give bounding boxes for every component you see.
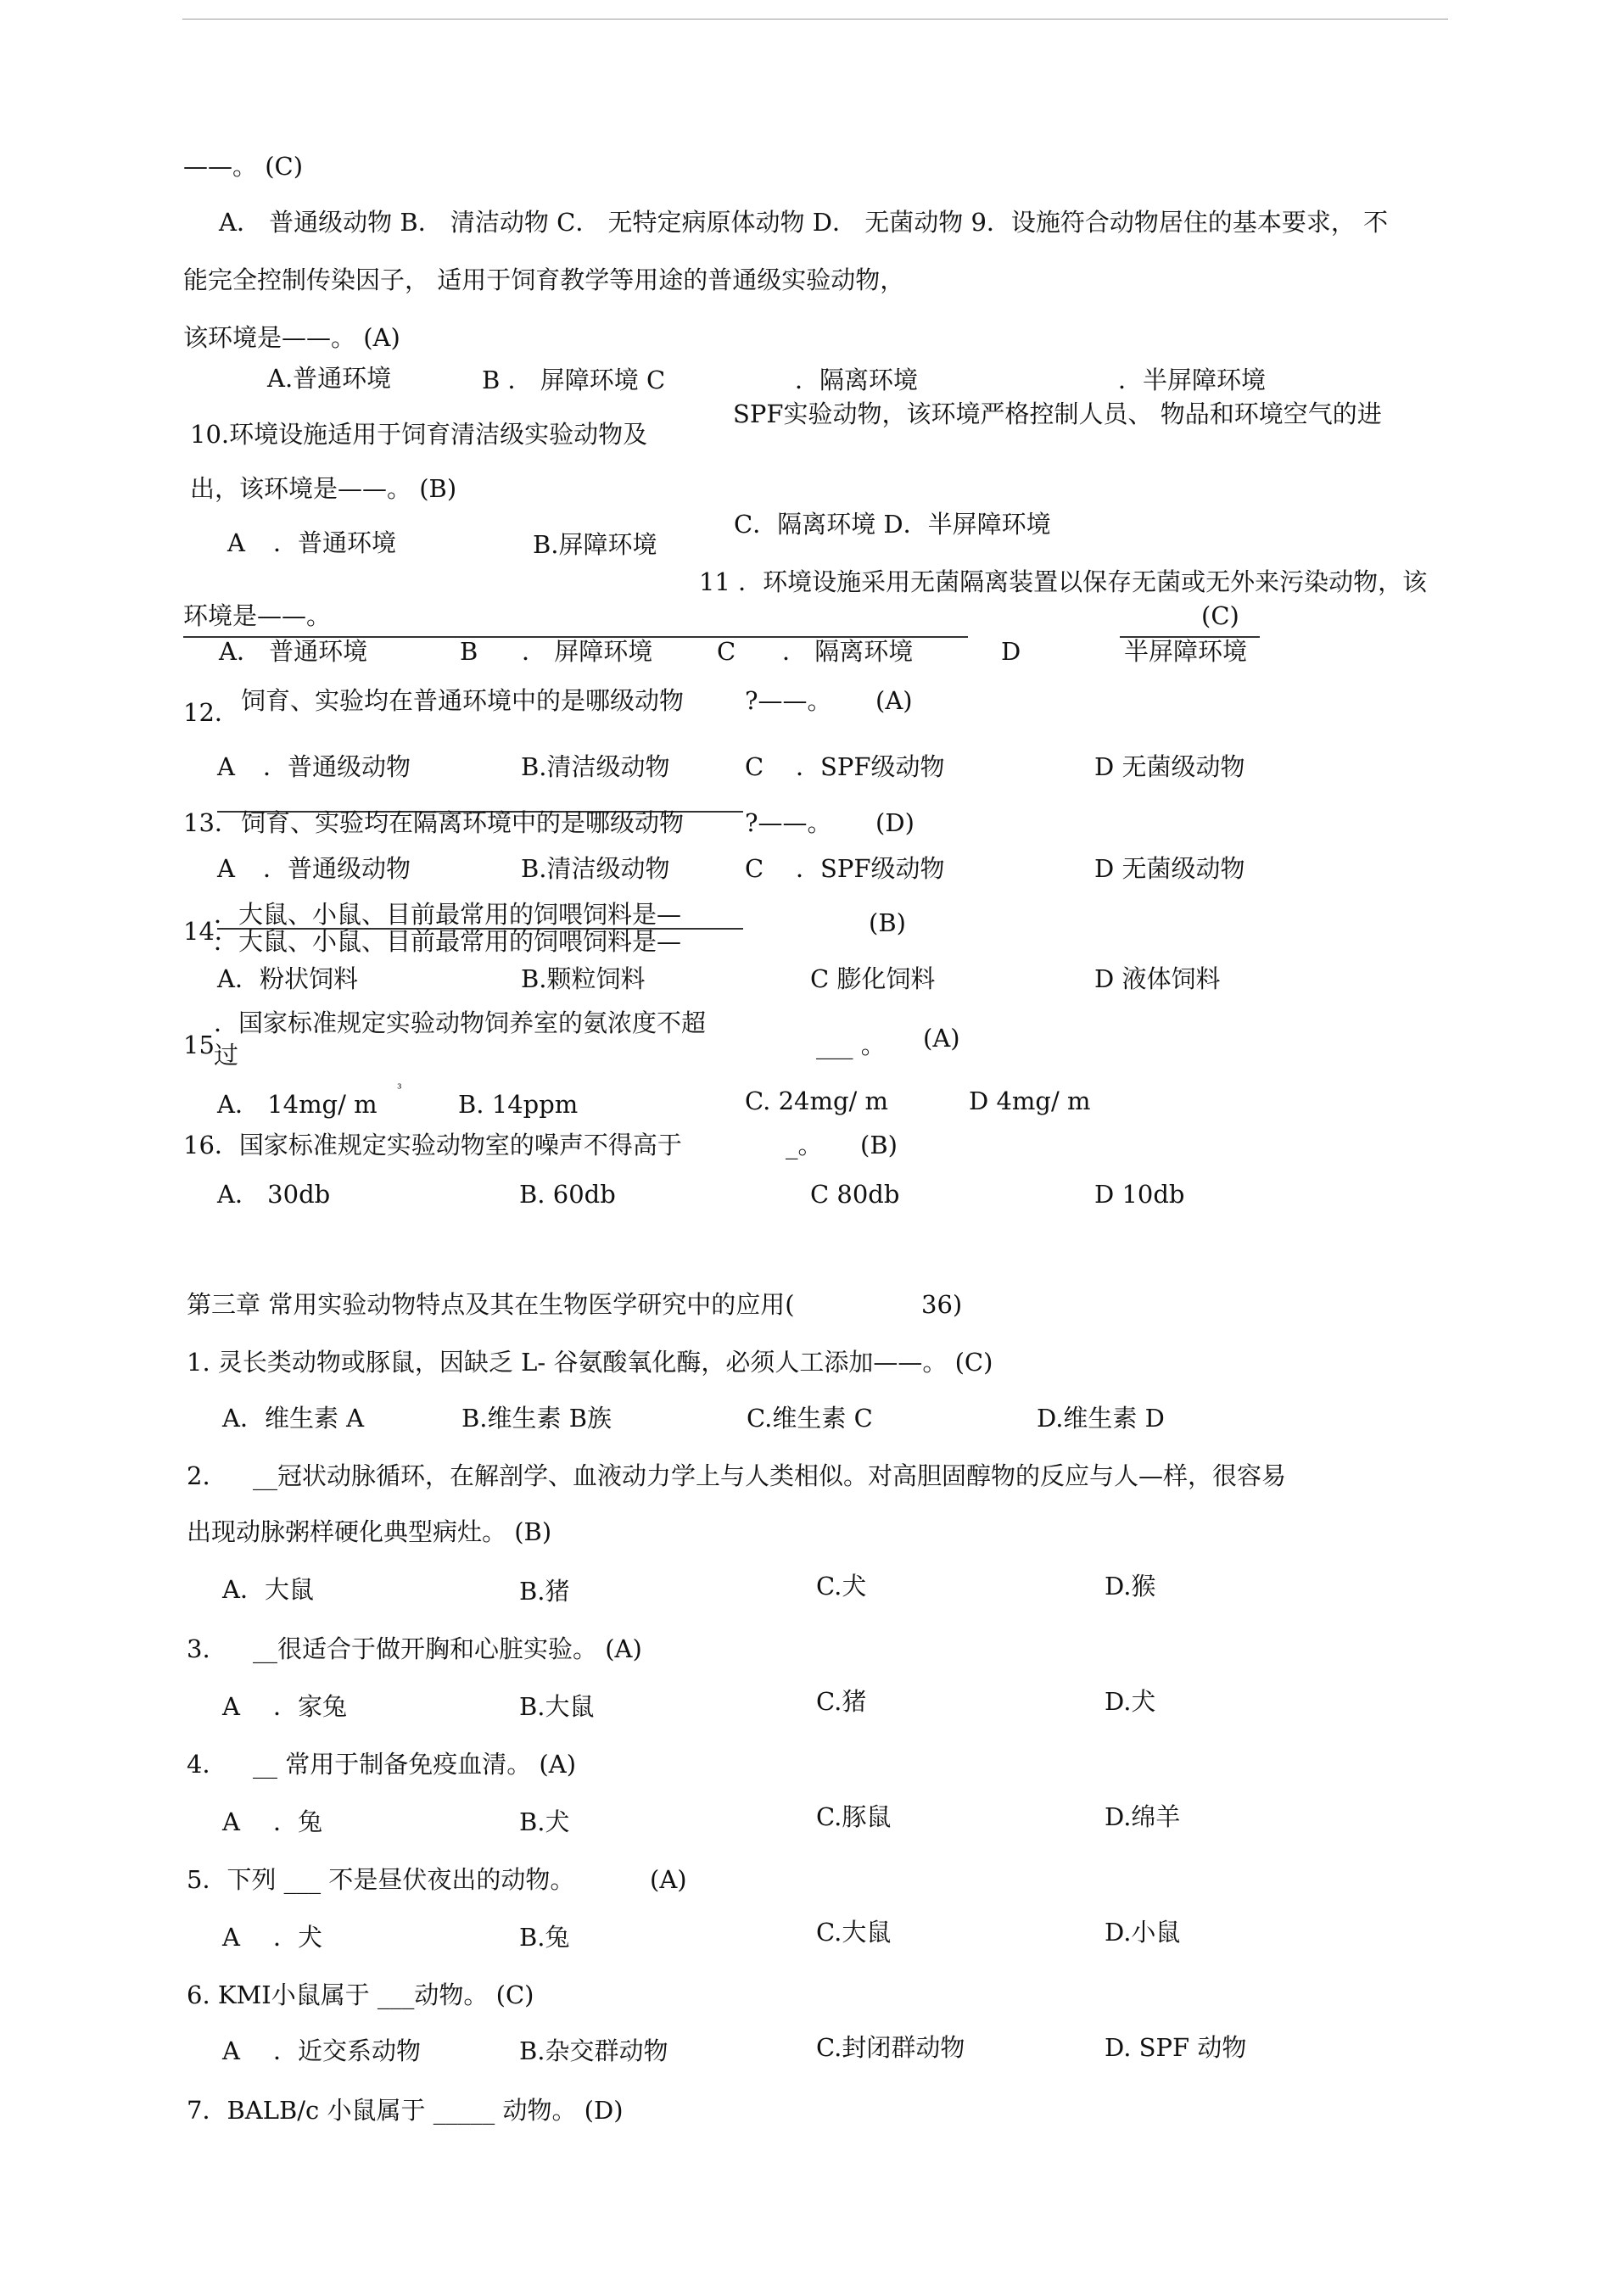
q11-option-d-text: 半屏障环境	[1124, 637, 1248, 666]
q9-option-c: ．隔离环境	[795, 366, 919, 394]
q11-option-b-letter: B	[460, 637, 478, 666]
q10-option-a-letter: A	[227, 528, 245, 557]
c3-q3-option-d: D.犬	[1105, 1687, 1156, 1716]
c3-q3-option-c: C.猪	[816, 1687, 867, 1716]
c3-q6-option-d: D. SPF 动物	[1105, 2033, 1247, 2062]
c3-q6-option-a-text: ．近交系动物	[273, 2036, 422, 2065]
q11-option-d-letter: D	[1001, 637, 1021, 666]
q11-option-a: A． 普通环境	[219, 637, 368, 666]
q14-number: 14．	[183, 917, 239, 946]
q15-option-c: C. 24mg/ m	[745, 1087, 889, 1115]
q11-option-b-text: ． 屏障环境	[522, 637, 653, 666]
q11-option-c-letter: C	[717, 637, 736, 666]
q10-part1: 10.环境设施适用于饲育清洁级实验动物及	[190, 420, 648, 449]
q16-blank: _。	[786, 1131, 823, 1159]
c3-q7-text: 7．BALB/c 小鼠属于 _____ 动物。 (D)	[187, 2096, 624, 2125]
q11-answer: (C)	[1201, 601, 1239, 630]
q15-text-2: 过	[214, 1041, 239, 1070]
q12-text: 饲育、实验均在普通环境中的是哪级动物	[241, 686, 685, 715]
q14-option-c: C 膨化饲料	[810, 964, 936, 993]
q12-option-a-text: ．普通级动物	[263, 752, 411, 781]
c3-q5-option-a-text: ．犬	[273, 1923, 323, 1952]
q12-option-c-text: ．SPF级动物	[796, 752, 945, 781]
c3-q6-option-b: B.杂交群动物	[519, 2036, 668, 2065]
chapter-question-count: 36)	[921, 1290, 963, 1319]
q16-text: 16．国家标准规定实验动物室的噪声不得高于	[183, 1131, 682, 1159]
q10-option-b: B.屏障环境	[533, 530, 657, 559]
c3-q4-text: __ 常用于制备免疫血清。 (A)	[253, 1750, 577, 1779]
c3-q2-option-c: C.犬	[816, 1572, 867, 1600]
q13-blank: ?——。	[745, 808, 832, 837]
q15-option-a-superscript: ³	[397, 1082, 402, 1096]
q12-option-c-letter: C	[745, 752, 764, 781]
c3-q3-option-a-letter: A	[222, 1692, 240, 1721]
q10-line2: 出，该环境是——。 (B)	[190, 474, 457, 503]
c3-q5-answer: (A)	[650, 1865, 687, 1894]
q13-option-d: D 无菌级动物	[1094, 854, 1245, 883]
q15-option-d: D 4mg/ m	[969, 1087, 1091, 1115]
q10-option-a-text: ．普通环境	[273, 528, 397, 557]
header-rule	[182, 19, 1448, 20]
q15-option-a: A． 14mg/ m	[217, 1090, 378, 1119]
c3-q5-option-c: C.大鼠	[816, 1918, 892, 1947]
c3-q5-option-d: D.小鼠	[1105, 1918, 1181, 1947]
c3-q2-option-d: D.猴	[1105, 1572, 1156, 1600]
q13-text: 饲育、实验均在隔离环境中的是哪级动物	[241, 808, 685, 837]
c3-q5-text: 5．下列 ___ 不是昼伏夜出的动物。	[187, 1865, 575, 1894]
c3-q6-option-c: C.封闭群动物	[816, 2033, 965, 2062]
c3-q2-text: __冠状动脉循环，在解剖学、血液动力学上与人类相似。对高胆固醇物的反应与人—样，很容易	[253, 1461, 1287, 1490]
q14-option-b: B.颗粒饲料	[521, 964, 646, 993]
q15-blank: ___ 。	[816, 1031, 886, 1059]
q12-blank: ?——。	[745, 686, 832, 715]
c3-q5-option-b: B.兔	[519, 1923, 570, 1952]
q9-line2: 能完全控制传染因子， 适用于饲育教学等用途的普通级实验动物，	[183, 265, 905, 294]
c3-q3-text: __很适合于做开胸和心脏实验。 (A)	[253, 1634, 642, 1663]
c3-q6-text: 6. KMI小鼠属于 ___动物。 (C)	[187, 1980, 534, 2009]
c3-q1-option-c: C.维生素 C	[747, 1404, 873, 1433]
q13-option-b: B.清洁级动物	[521, 854, 670, 883]
q9-line3: 该环境是——。 (A)	[183, 323, 400, 352]
q9-option-b: B ． 屏障环境 C	[482, 366, 666, 394]
q10-part2: SPF实验动物，该环境严格控制人员、 物品和环境空气的进	[733, 399, 1382, 428]
c3-q1-option-b: B.维生素 B族	[461, 1404, 612, 1433]
c3-q2-line2: 出现动脉粥样硬化典型病灶。 (B)	[187, 1517, 552, 1546]
c3-q4-option-a-letter: A	[222, 1807, 240, 1836]
q11-line1: 11 ．环境设施采用无菌隔离装置以保存无菌或无外来污染动物，该	[699, 567, 1428, 596]
q15-number: 15	[183, 1031, 215, 1059]
c3-q3-option-a-text: ．家兔	[273, 1692, 348, 1721]
q12-option-a-letter: A	[217, 752, 235, 781]
q13-answer: (D)	[875, 808, 914, 837]
q14-option-a: A．粉状饲料	[217, 964, 358, 993]
q8-tail: ——。 (C)	[183, 152, 304, 181]
q8-options-q9-start: A． 普通级动物 B． 清洁动物 C． 无特定病原体动物 D． 无菌动物 9．设施符合动物居住的基本要求， 不	[219, 208, 1389, 237]
q14-text-1: ．大鼠、小鼠、目前最常用的饲喂饲料是—	[214, 900, 682, 929]
c3-q6-option-a-letter: A	[222, 2036, 240, 2065]
c3-q2-number: 2.	[187, 1461, 210, 1490]
q14-option-d: D 液体饲料	[1094, 964, 1221, 993]
q12-option-b: B.清洁级动物	[521, 752, 670, 781]
c3-q3-option-b: B.大鼠	[519, 1692, 595, 1721]
c3-q4-option-b: B.犬	[519, 1807, 570, 1836]
q9-option-a: A.普通环境	[267, 364, 392, 393]
c3-q1-option-d: D.维生素 D	[1037, 1404, 1165, 1433]
q13-number: 13．	[183, 808, 239, 837]
c3-q4-option-d: D.绵羊	[1105, 1802, 1181, 1831]
q15-answer: (A)	[923, 1024, 960, 1053]
q14-answer: (B)	[869, 908, 906, 937]
q15-text-1: ．国家标准规定实验动物饲养室的氨浓度不超	[214, 1008, 707, 1037]
c3-q1-text: 1. 灵长类动物或豚鼠，因缺乏 L- 谷氨酸氧化酶，必须人工添加——。 (C)	[187, 1348, 993, 1377]
q16-option-d: D 10db	[1094, 1180, 1185, 1209]
chapter-heading: 第三章 常用实验动物特点及其在生物医学研究中的应用(	[187, 1290, 795, 1319]
c3-q4-number: 4．	[187, 1750, 227, 1779]
q11-option-c-text: ． 隔离环境	[782, 637, 914, 666]
q16-answer: (B)	[860, 1131, 898, 1159]
q16-option-a: A． 30db	[217, 1180, 331, 1209]
q9-option-d: ．半屏障环境	[1118, 366, 1267, 394]
c3-q2-option-a: A．大鼠	[222, 1575, 314, 1604]
q14-text-2: ．大鼠、小鼠、目前最常用的饲喂饲料是—	[214, 927, 682, 956]
q16-option-b: B. 60db	[519, 1180, 616, 1209]
q12-answer: (A)	[875, 686, 913, 715]
q13-option-c-letter: C	[745, 854, 764, 883]
c3-q3-number: 3.	[187, 1634, 210, 1663]
q13-option-c-text: ．SPF级动物	[796, 854, 945, 883]
c3-q4-option-a-text: ．兔	[273, 1807, 323, 1836]
q13-option-a-text: ．普通级动物	[263, 854, 411, 883]
q12-option-d: D 无菌级动物	[1094, 752, 1245, 781]
c3-q4-option-c: C.豚鼠	[816, 1802, 892, 1831]
c3-q1-option-a: A．维生素 A	[222, 1404, 365, 1433]
c3-q2-option-b: B.猪	[519, 1577, 570, 1606]
q15-option-b: B. 14ppm	[458, 1090, 579, 1119]
q16-option-c: C 80db	[810, 1180, 900, 1209]
q13-option-a-letter: A	[217, 854, 235, 883]
q10-options-cd: C．隔离环境 D．半屏障环境	[734, 510, 1051, 539]
c3-q5-option-a-letter: A	[222, 1923, 240, 1952]
q12-number: 12．	[183, 698, 239, 727]
q11-line2: 环境是——。	[183, 601, 332, 630]
